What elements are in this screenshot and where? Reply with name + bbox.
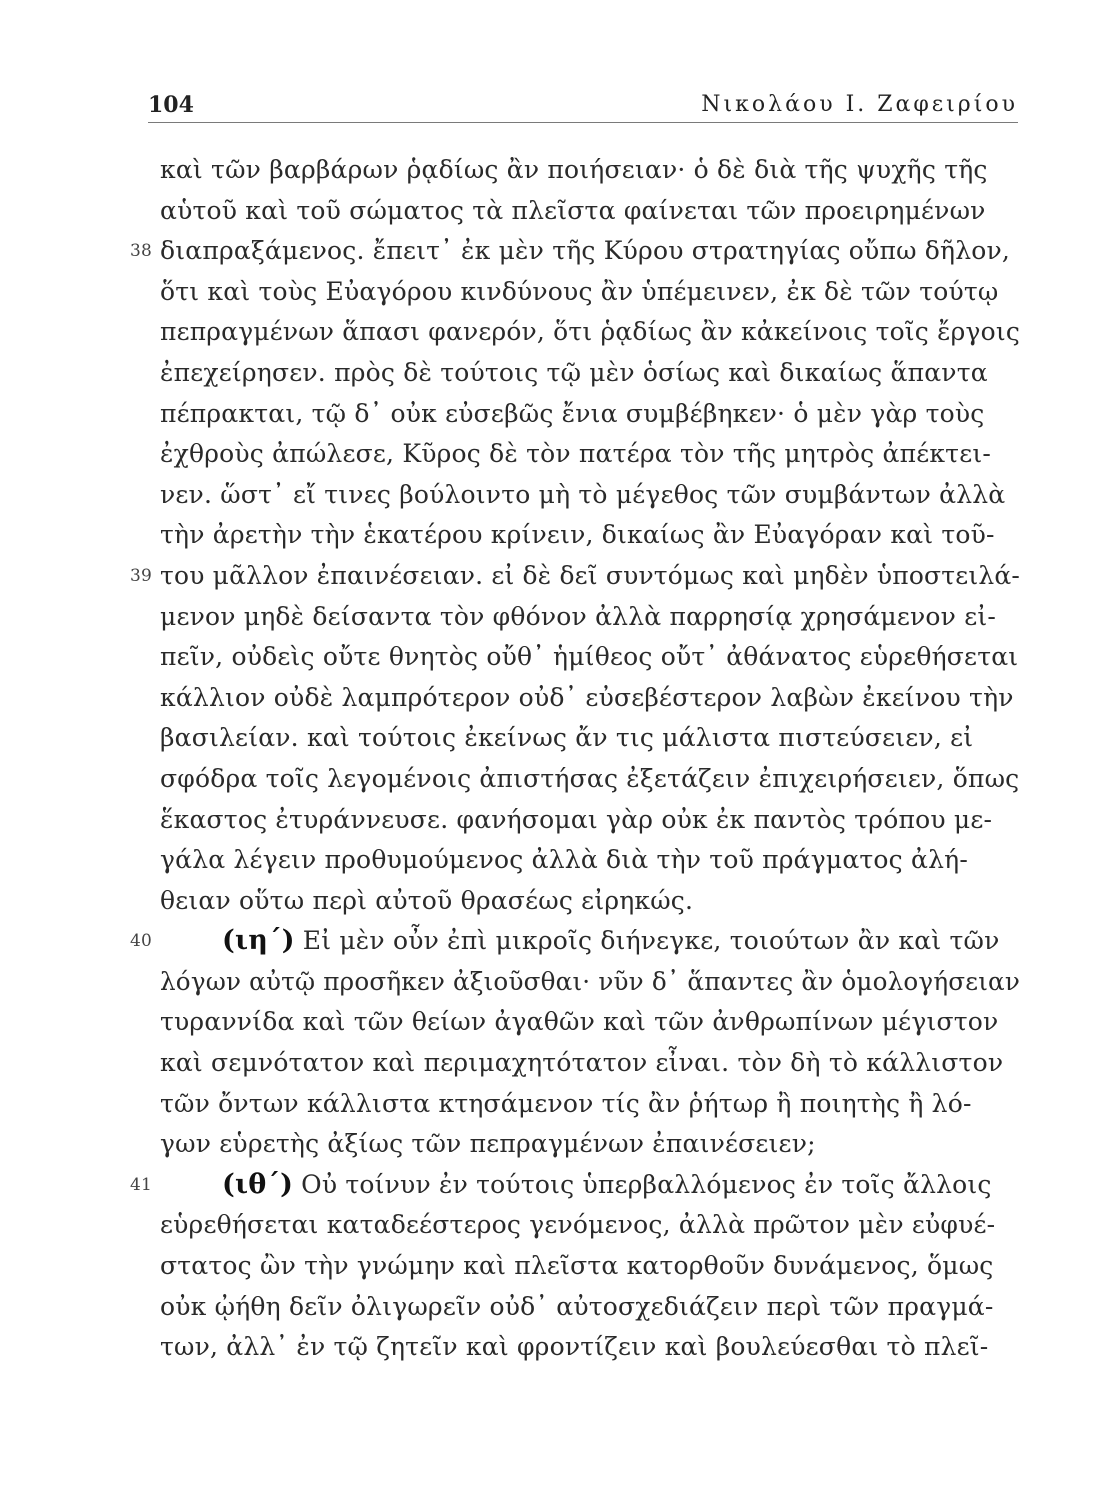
line-text: πεπραγμένων ἅπασι φανερόν, ὅτι ῥᾳδίως ἂν κἀκείνοις τοῖς ἔργοις bbox=[160, 317, 1021, 347]
line-text: των, ἀλλ᾽ ἐν τῷ ζητεῖν καὶ φροντίζειν καὶ βουλεύεσθαι τὸ πλεῖ- bbox=[160, 1332, 989, 1362]
running-head: Νικολάου Ι. Ζαφειρίου bbox=[701, 92, 1018, 117]
text-line bbox=[130, 1165, 1020, 1206]
text-line bbox=[160, 678, 1020, 719]
line-text: στατος ὢν τὴν γνώμην καὶ πλεῖστα κατορθοῦν δυνάμενος, ὅμως bbox=[160, 1251, 994, 1281]
margin-line-number: 38 bbox=[130, 241, 153, 262]
line-text: καὶ σεμνότατον καὶ περιμαχητότατον εἶναι. τὸν δὴ τὸ κάλλιστον bbox=[160, 1048, 1004, 1078]
line-text: βασιλείαν. καὶ τούτοις ἐκείνως ἄν τις μάλιστα πιστεύσειεν, εἰ bbox=[160, 723, 974, 753]
text-line bbox=[160, 718, 1020, 759]
text-line bbox=[160, 800, 1020, 841]
text-line bbox=[160, 881, 1020, 922]
margin-line-number: 41 bbox=[130, 1174, 153, 1195]
line-text: τυραννίδα καὶ τῶν θείων ἀγαθῶν καὶ τῶν ἀνθρωπίνων μέγιστον bbox=[160, 1007, 999, 1037]
page-number: 104 bbox=[148, 92, 194, 118]
line-text: ἕκαστος ἐτυράννευσε. φανήσομαι γὰρ οὐκ ἐκ παντὸς τρόπου με- bbox=[160, 804, 993, 834]
line-text: θειαν οὕτω περὶ αὐτοῦ θρασέως εἰρηκώς. bbox=[160, 885, 694, 915]
line-text: πεῖν, οὐδεὶς οὔτε θνητὸς οὔθ᾽ ἡμίθεος οὔτ᾽ ἀθάνατος εὑρεθήσεται bbox=[160, 642, 1019, 672]
line-text: ἐπεχείρησεν. πρὸς δὲ τούτοις τῷ μὲν ὁσίως καὶ δικαίως ἅπαντα bbox=[160, 357, 988, 387]
text-line bbox=[160, 759, 1020, 800]
margin-line-number: 40 bbox=[130, 931, 153, 952]
line-text: ὅτι καὶ τοὺς Εὐαγόρου κινδύνους ἂν ὑπέμεινεν, ἐκ δὲ τῶν τούτῳ bbox=[160, 276, 999, 306]
text-line bbox=[160, 150, 1020, 191]
line-text: εὑρεθήσεται καταδεέστερος γενόμενος, ἀλλὰ πρῶτον μὲν εὐφυέ- bbox=[160, 1210, 996, 1240]
line-text: του μᾶλλον ἐπαινέσειαν. εἰ δὲ δεῖ συντόμως καὶ μηδὲν ὑποστειλά- bbox=[160, 560, 1021, 590]
text-line bbox=[160, 637, 1020, 678]
line-text: γων εὑρετὴς ἀξίως τῶν πεπραγμένων ἐπαινέσειεν; bbox=[160, 1129, 816, 1159]
text-line bbox=[160, 191, 1020, 232]
text-line bbox=[160, 1205, 1020, 1246]
section-marker: (ιθ΄) bbox=[222, 1168, 294, 1200]
text-line bbox=[160, 272, 1020, 313]
text-line bbox=[160, 1002, 1020, 1043]
text-line bbox=[160, 1287, 1020, 1328]
line-text: τὴν ἀρετὴν τὴν ἑκατέρου κρίνειν, δικαίως ἂν Εὐαγόραν καὶ τοῦ- bbox=[160, 520, 995, 550]
line-text: Οὐ τοίνυν ἐν τούτοις ὑπερβαλλόμενος ἐν τοῖς ἄλλοις bbox=[301, 1169, 992, 1199]
text-line bbox=[160, 1246, 1020, 1287]
text-line bbox=[160, 312, 1020, 353]
text-line bbox=[160, 1043, 1020, 1084]
line-text: καὶ τῶν βαρβάρων ῥᾳδίως ἂν ποιήσειαν· ὁ δὲ διὰ τῆς ψυχῆς τῆς bbox=[160, 155, 988, 184]
line-text: Εἰ μὲν οὖν ἐπὶ μικροῖς διήνεγκε, τοιούτων ἂν καὶ τῶν bbox=[302, 926, 1000, 956]
text-line bbox=[160, 394, 1020, 435]
text-line bbox=[160, 1084, 1020, 1125]
line-text: μενον μηδὲ δείσαντα τὸν φθόνον ἀλλὰ παρρησίᾳ χρησάμενον εἰ- bbox=[160, 601, 997, 631]
text-line bbox=[130, 231, 1020, 272]
margin-line-number: 39 bbox=[130, 565, 153, 586]
text-line bbox=[160, 1327, 1020, 1368]
line-text: νεν. ὥστ᾽ εἴ τινες βούλοιντο μὴ τὸ μέγεθος τῶν συμβάντων ἀλλὰ bbox=[160, 479, 1006, 509]
text-line bbox=[160, 353, 1020, 394]
line-text: αὑτοῦ καὶ τοῦ σώματος τὰ πλεῖστα φαίνεται τῶν προειρημένων bbox=[160, 195, 986, 225]
text-line bbox=[160, 475, 1020, 516]
page-header bbox=[148, 90, 1018, 126]
text-line bbox=[160, 840, 1020, 881]
text-line bbox=[160, 597, 1020, 638]
text-line bbox=[160, 962, 1020, 1003]
text-line bbox=[160, 434, 1020, 475]
line-text: διαπραξάμενος. ἔπειτ᾽ ἐκ μὲν τῆς Κύρου στρατηγίας οὔπω δῆλον, bbox=[160, 236, 1011, 266]
line-text: σφόδρα τοῖς λεγομένοις ἀπιστήσας ἐξετάζειν ἐπιχειρήσειεν, ὅπως bbox=[160, 763, 1020, 793]
text-line bbox=[160, 515, 1020, 556]
text-line bbox=[160, 1124, 1020, 1165]
header-rule bbox=[148, 122, 1018, 123]
body-text bbox=[130, 150, 1021, 1368]
line-text: ἐχθροὺς ἀπώλεσε, Κῦρος δὲ τὸν πατέρα τὸν τῆς μητρὸς ἀπέκτει- bbox=[160, 439, 992, 469]
text-line bbox=[130, 921, 1020, 962]
line-text: οὐκ ᾠήθη δεῖν ὀλιγωρεῖν οὐδ᾽ αὐτοσχεδιάζειν περὶ τῶν πραγμά- bbox=[160, 1291, 994, 1321]
section-marker: (ιη΄) bbox=[222, 925, 295, 957]
line-text: γάλα λέγειν προθυμούμενος ἀλλὰ διὰ τὴν τοῦ πράγματος ἀλή- bbox=[160, 845, 968, 875]
line-text: κάλλιον οὐδὲ λαμπρότερον οὐδ᾽ εὐσεβέστερον λαβὼν ἐκείνου τὴν bbox=[160, 682, 1014, 712]
line-text: πέπρακται, τῷ δ᾽ οὐκ εὐσεβῶς ἔνια συμβέβηκεν· ὁ μὲν γὰρ τοὺς bbox=[160, 398, 985, 428]
text-line bbox=[130, 556, 1021, 597]
line-text: τῶν ὄντων κάλλιστα κτησάμενον τίς ἂν ῥήτωρ ἢ ποιητὴς ἢ λό- bbox=[160, 1088, 972, 1118]
line-text: λόγων αὐτῷ προσῆκεν ἀξιοῦσθαι· νῦν δ᾽ ἅπαντες ἂν ὁμολογήσειαν bbox=[160, 966, 1021, 996]
